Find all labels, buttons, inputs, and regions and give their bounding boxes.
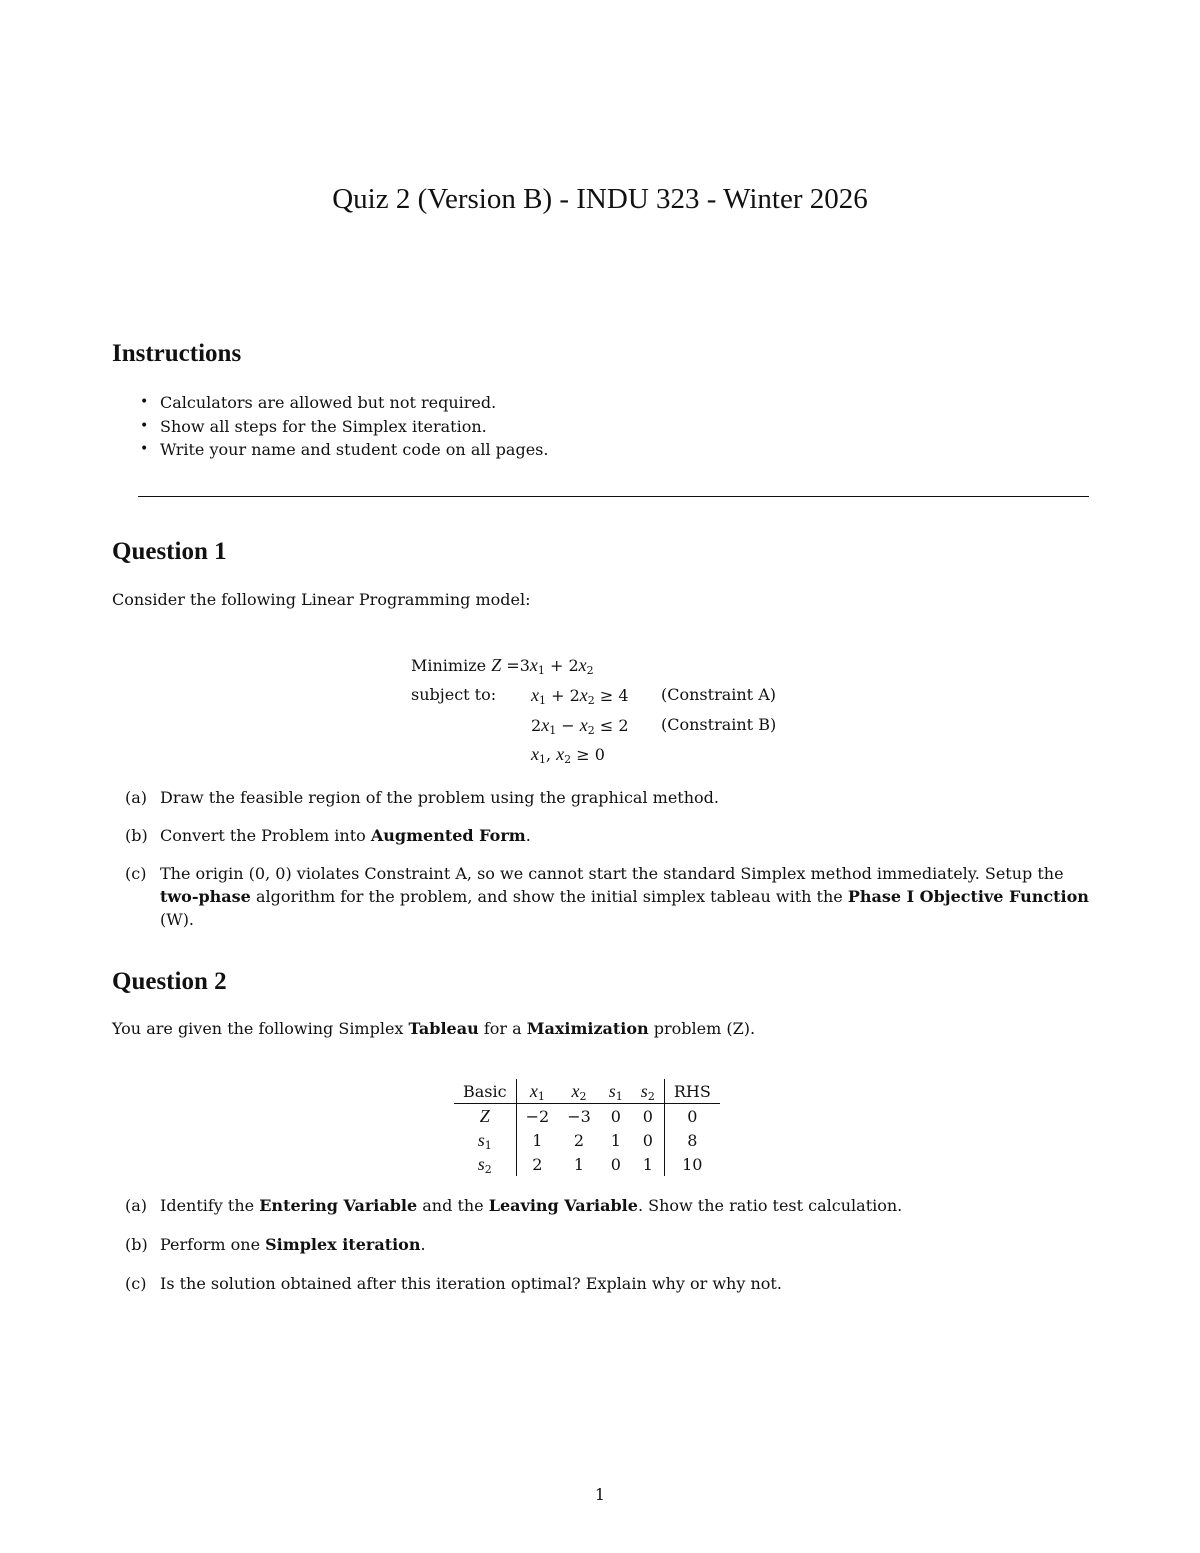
table-row xyxy=(454,1104,720,1129)
table-row xyxy=(454,1152,720,1176)
list-item: (c) The origin (0, 0) violates Constraint A, so we cannot start the standard Simplex method immediately. Setup the two-phase algorithm for the problem, and show the initial simplex tableau with the Phase I Objective Function (W). xyxy=(125,864,1089,929)
question-1-intro: Consider the following Linear Programming model: xyxy=(112,590,531,609)
table-cell: 2 xyxy=(573,1130,585,1150)
question-2-parts xyxy=(125,1194,1090,1295)
table-cell: $s_2$ xyxy=(454,1152,516,1176)
table-cell: 0 xyxy=(610,1154,621,1174)
constraint-b: $2x_1 - x_2 \le 2$ xyxy=(531,715,629,737)
page-number: 1 xyxy=(594,1485,606,1504)
list-item: (a) Draw the feasible region of the problem using the graphical method. xyxy=(125,788,719,807)
constraint-a-label: (Constraint A) xyxy=(661,685,776,704)
constraint-b-label: (Constraint B) xyxy=(661,715,777,734)
nonnegativity-constraint: $x_1$, $x_2 \ge 0$ xyxy=(531,744,605,766)
question-1-heading: Question 1 xyxy=(112,538,227,565)
table-header-cell: Basic xyxy=(454,1079,516,1104)
table-header-cell: $s_2$ xyxy=(632,1079,665,1104)
list-item: (b) Perform one Simplex iteration. xyxy=(125,1235,426,1254)
table-header-cell: RHS xyxy=(664,1079,719,1104)
list-item: (c) Is the solution obtained after this iteration optimal? Explain why or why not. xyxy=(125,1274,782,1293)
instructions-list xyxy=(138,391,548,462)
table-cell: 10 xyxy=(682,1154,703,1174)
table-cell: Z xyxy=(454,1104,516,1129)
table-cell: 2 xyxy=(532,1154,543,1174)
table-cell: $s_1$ xyxy=(454,1128,516,1152)
objective-expression: $Z =3x_1 + 2x_2$ xyxy=(491,655,594,677)
objective-label: Minimize xyxy=(411,656,487,675)
question-1-parts xyxy=(125,786,1090,931)
constraint-a: $x_1 + 2x_2 \ge 4$ xyxy=(531,685,629,707)
list-item: • Write your name and student code on all pages. xyxy=(138,438,548,462)
simplex-tableau xyxy=(454,1079,720,1176)
table-cell: 0 xyxy=(687,1106,698,1126)
table-cell: 8 xyxy=(687,1130,698,1150)
table-cell: −3 xyxy=(567,1106,591,1126)
table-row xyxy=(454,1128,720,1152)
table-header-row xyxy=(454,1079,720,1104)
page-title: Quiz 2 (Version B) - INDU 323 - Winter 2026 xyxy=(332,183,868,215)
table-cell: 1 xyxy=(573,1154,585,1174)
list-item: • Show all steps for the Simplex iteration. xyxy=(138,415,548,439)
list-item: • Calculators are allowed but not required. xyxy=(138,391,548,415)
question-2-intro: You are given the following Simplex Tableau for a Maximization problem (Z). xyxy=(112,1019,756,1038)
objective-line xyxy=(411,655,594,676)
table-cell: 0 xyxy=(632,1104,665,1129)
table-cell: 0 xyxy=(610,1106,621,1126)
list-item: (b) Convert the Problem into Augmented Form. xyxy=(125,826,531,845)
table-header-cell: $x_2$ xyxy=(558,1079,600,1104)
table-header-cell: $s_1$ xyxy=(600,1079,632,1104)
table-cell: 1 xyxy=(532,1130,543,1150)
table-cell: 0 xyxy=(632,1128,665,1152)
table-cell: 1 xyxy=(632,1152,665,1176)
subject-to-label: subject to: xyxy=(411,685,497,704)
horizontal-divider xyxy=(138,496,1089,497)
question-2-heading: Question 2 xyxy=(112,968,227,995)
list-item: (a) Identify the Entering Variable and the Leaving Variable. Show the ratio test calculation. xyxy=(125,1196,903,1215)
instructions-heading: Instructions xyxy=(112,340,242,367)
table-cell: 1 xyxy=(610,1130,621,1150)
table-cell: −2 xyxy=(525,1106,550,1126)
table-header-cell: $x_1$ xyxy=(516,1079,558,1104)
